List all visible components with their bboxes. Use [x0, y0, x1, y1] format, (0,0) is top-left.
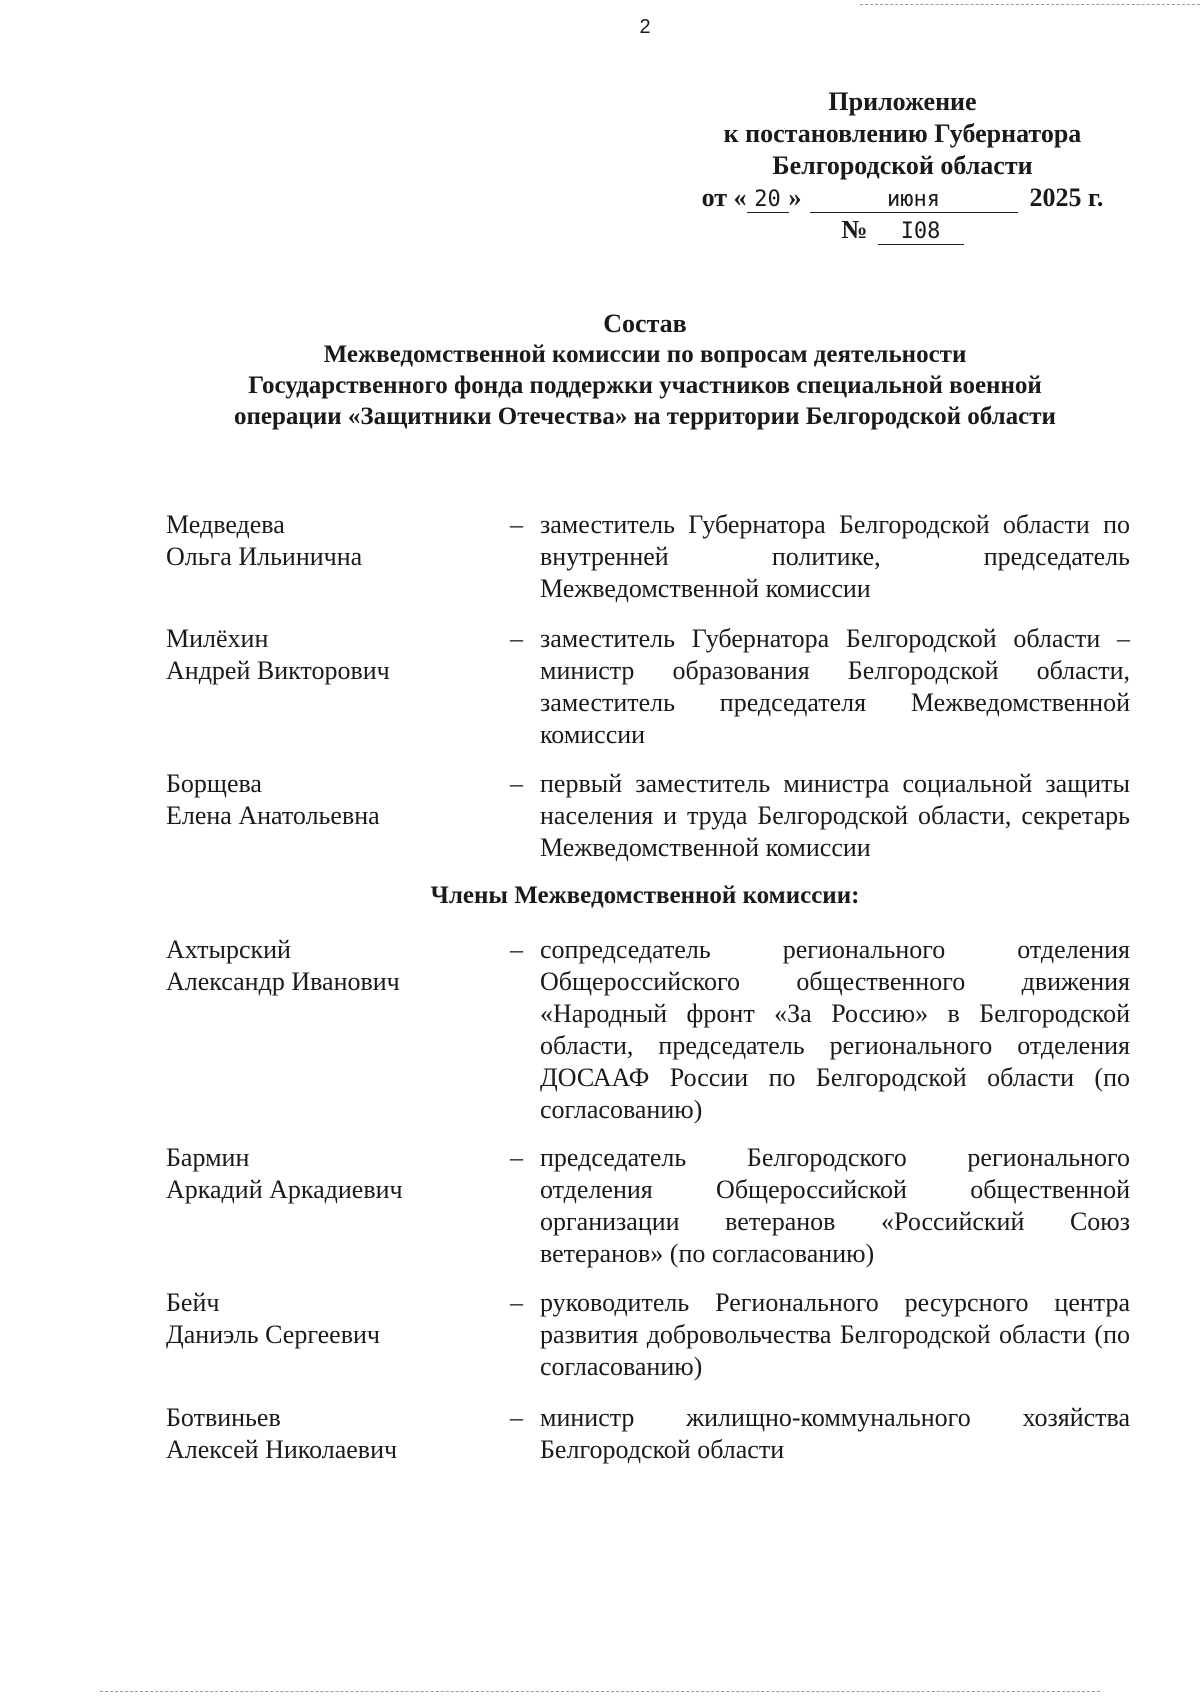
title-line-3: Государственного фонда поддержки участников специальной военной [248, 372, 1042, 399]
person-role: министр жилищно-коммунального хозяйства Белгородской области [540, 1403, 1130, 1464]
person-name [166, 1287, 510, 1383]
person-role: заместитель Губернатора Белгородской области по внутренней политике, председатель Межведомственной комиссии [540, 510, 1130, 603]
number-sign: № [841, 215, 868, 244]
entry-dash: – [510, 935, 523, 964]
person-role: руководитель Регионального ресурсного центра развития добровольчества Белгородской области (по согласованию) [540, 1288, 1130, 1381]
person-given-name: Андрей Викторович [166, 656, 390, 685]
page-number: 2 [639, 16, 651, 38]
appendix-header [690, 86, 1115, 246]
person-surname: Бейч [166, 1288, 220, 1317]
person-given-name: Ольга Ильинична [166, 542, 363, 571]
person-name [166, 768, 510, 864]
title-line-1: Состав [603, 309, 687, 338]
person-surname: Ахтырский [166, 935, 291, 964]
document-title [0, 308, 1200, 432]
appendix-number-line [690, 214, 1115, 246]
person-surname: Бармин [166, 1143, 250, 1172]
date-month-field: июня [810, 188, 1018, 213]
scan-edge-line [100, 1691, 1100, 1692]
person-given-name: Елена Анатольевна [166, 801, 380, 830]
person-given-name: Аркадий Аркадиевич [166, 1175, 403, 1204]
person-role: заместитель Губернатора Белгородской области – министр образования Белгородской области, заместитель председателя Межведомственной комиссии [540, 624, 1130, 749]
person-role: сопредседатель регионального отделения Общероссийского общественного движения «Народный фронт «За Россию» в Белгородской области, председатель регионального отделения ДОСААФ России по Белгородской области (по согласованию) [540, 935, 1130, 1124]
person-name [166, 509, 510, 605]
appendix-region-line: Белгородской области [772, 151, 1033, 180]
appendix-decree-line: к постановлению Губернатора [723, 119, 1082, 148]
person-role: первый заместитель министра социальной защиты населения и труда Белгородской области, секретарь Межведомственной комиссии [540, 769, 1130, 862]
decree-number-field: I08 [878, 220, 964, 245]
entry-dash: – [510, 769, 523, 798]
member-entry [166, 1402, 1130, 1466]
entry-dash: – [510, 1288, 523, 1317]
person-role: председатель Белгородского регионального отделения Общероссийской общественной организации ветеранов «Российский Союз ветеранов» (по согласованию) [540, 1143, 1130, 1268]
date-day-field: 20 [747, 188, 789, 213]
person-surname: Милёхин [166, 624, 269, 653]
title-line-2: Межведомственной комиссии по вопросам деятельности [323, 341, 967, 368]
entry-dash: – [510, 624, 523, 653]
appendix-title: Приложение [828, 87, 977, 116]
person-given-name: Александр Иванович [166, 967, 400, 996]
person-given-name: Алексей Николаевич [166, 1435, 398, 1464]
person-name [166, 934, 510, 1126]
leadership-entry [166, 509, 1130, 605]
members-heading: Члены Межведомственной комиссии: [430, 882, 860, 909]
person-name [166, 1402, 510, 1466]
member-entry [166, 934, 1130, 1126]
person-surname: Борщева [166, 769, 262, 798]
date-year: 2025 г. [1029, 183, 1104, 212]
title-line-4: операции «Защитники Отечества» на территории Белгородской области [234, 403, 1056, 430]
entry-dash: – [510, 510, 523, 539]
leadership-entry [166, 623, 1130, 751]
person-surname: Медведева [166, 510, 285, 539]
leadership-entry [166, 768, 1130, 864]
appendix-date-line [690, 182, 1115, 214]
date-prefix: от « [701, 183, 747, 212]
person-surname: Ботвиньев [166, 1403, 281, 1432]
member-entry [166, 1142, 1130, 1270]
person-given-name: Даниэль Сергеевич [166, 1320, 380, 1349]
person-name [166, 623, 510, 751]
entry-dash: – [510, 1403, 523, 1432]
member-entry [166, 1287, 1130, 1383]
scan-edge-line [860, 4, 1200, 5]
entry-dash: – [510, 1143, 523, 1172]
person-name [166, 1142, 510, 1270]
date-mid: » [788, 183, 802, 212]
